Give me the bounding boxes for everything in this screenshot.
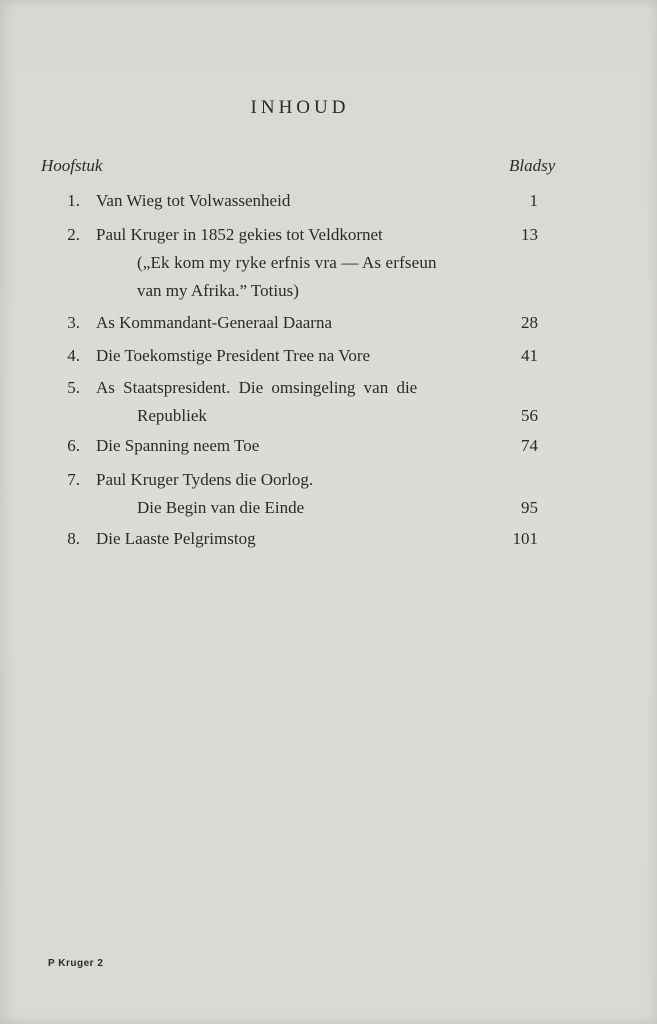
entry-title: Van Wieg tot Volwassenheid xyxy=(96,191,291,210)
entry-page: 13 xyxy=(521,225,538,244)
entry-number: 8. xyxy=(67,529,80,548)
entry-number: 2. xyxy=(67,225,80,244)
toc-entry xyxy=(0,341,657,370)
entry-page: 1 xyxy=(529,191,538,210)
entry-number: 3. xyxy=(67,313,80,332)
signature-mark: P Kruger 2 xyxy=(48,958,104,969)
toc-entry xyxy=(0,220,657,307)
toc-entry xyxy=(0,431,657,460)
entry-page: 74 xyxy=(521,436,538,455)
entry-page: 28 xyxy=(521,313,538,332)
entry-title-continued: Die Begin van die Einde xyxy=(137,498,305,517)
page-column-header: Bladsy xyxy=(509,156,556,175)
entry-page: 56 xyxy=(521,406,538,425)
entry-title-continued: Republiek xyxy=(137,406,207,425)
page-title: INHOUD xyxy=(250,97,350,118)
toc-entry xyxy=(0,465,657,523)
entry-page: 95 xyxy=(521,498,538,517)
entry-title: Paul Kruger in 1852 gekies tot Veldkornet xyxy=(96,225,383,244)
entry-subtitle-line: van my Afrika.” Totius) xyxy=(137,281,299,300)
toc-entry xyxy=(0,308,657,337)
toc-entry xyxy=(0,186,657,215)
entry-subtitle-line: („Ek kom my ryke erfnis vra — As erfseun xyxy=(137,253,437,272)
entry-number: 6. xyxy=(67,436,80,455)
entry-number: 7. xyxy=(67,470,80,489)
entry-number: 1. xyxy=(67,191,80,210)
toc-entry xyxy=(0,373,657,431)
entry-title: As Kommandant-Generaal Daarna xyxy=(96,313,333,332)
entry-title: As Staatspresident. Die omsingeling van die xyxy=(96,378,418,397)
entry-page: 41 xyxy=(521,346,538,365)
chapter-column-header: Hoofstuk xyxy=(41,156,103,175)
entry-title: Die Laaste Pelgrimstog xyxy=(96,529,256,548)
entry-title: Paul Kruger Tydens die Oorlog. xyxy=(96,470,314,489)
toc-entry xyxy=(0,524,657,553)
entry-title: Die Toekomstige President Tree na Vore xyxy=(96,346,371,365)
entry-number: 5. xyxy=(67,378,80,397)
entry-title: Die Spanning neem Toe xyxy=(96,436,260,455)
entry-number: 4. xyxy=(67,346,80,365)
entry-page: 101 xyxy=(512,529,538,548)
